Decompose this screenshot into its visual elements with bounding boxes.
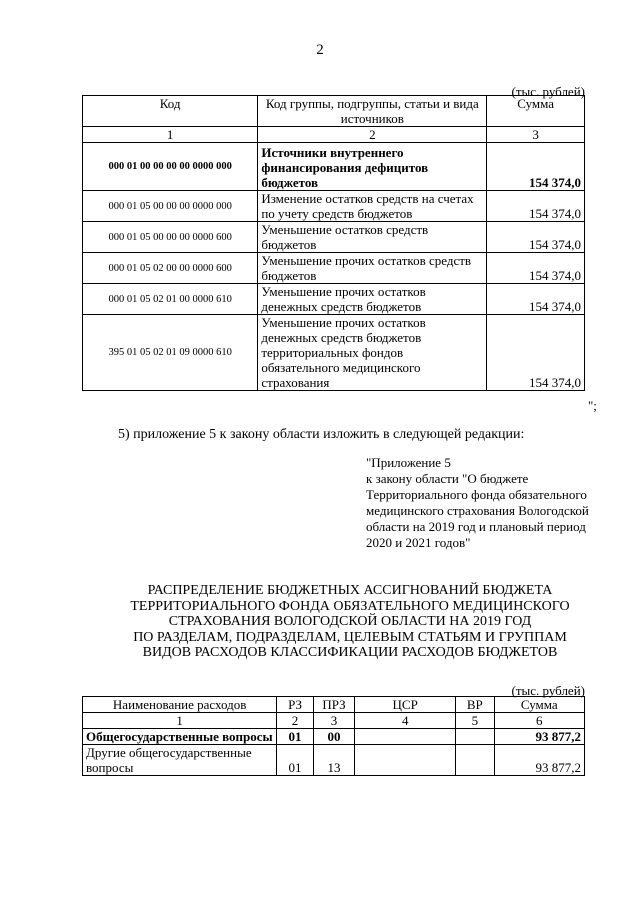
header-prz: ПРЗ [313, 697, 355, 713]
column-number-row [83, 127, 585, 143]
row-prz: 00 [313, 729, 355, 745]
row-name: Изменение остатков средств на счетах по учету средств бюджетов [258, 191, 487, 222]
table-row [83, 284, 585, 315]
table-header-row [83, 697, 585, 713]
col-number: 2 [258, 127, 487, 143]
header-sum: Сумма [494, 697, 584, 713]
table-row [83, 745, 585, 776]
amendment-paragraph: 5) приложение 5 к закону области изложить в следующей редакции: [118, 427, 525, 442]
row-vr [456, 729, 494, 745]
row-code: 000 01 05 00 00 00 0000 600 [83, 222, 258, 253]
expenses-table [82, 696, 585, 776]
row-sum: 154 374,0 [487, 253, 585, 284]
header-sum: Сумма [487, 96, 585, 127]
table-row [83, 222, 585, 253]
row-prz: 13 [313, 745, 355, 776]
header-name: Код группы, подгруппы, статьи и вида источников [258, 96, 487, 127]
row-csr [355, 745, 456, 776]
sources-table [82, 95, 585, 391]
table-row [83, 315, 585, 391]
row-code: 000 01 00 00 00 00 0000 000 [83, 143, 258, 191]
table-row [83, 143, 585, 191]
table-row [83, 729, 585, 745]
header-name: Наименование расходов [83, 697, 277, 713]
row-name: Общегосударственные вопросы [83, 729, 277, 745]
row-code: 000 01 05 02 00 00 0000 600 [83, 253, 258, 284]
row-sum: 154 374,0 [487, 315, 585, 391]
row-name: Другие общегосударственные вопросы [83, 745, 277, 776]
row-vr [456, 745, 494, 776]
header-vr: ВР [456, 697, 494, 713]
row-name: Уменьшение остатков средств бюджетов [258, 222, 487, 253]
row-sum: 154 374,0 [487, 191, 585, 222]
row-sum: 154 374,0 [487, 143, 585, 191]
section-title: РАСПРЕДЕЛЕНИЕ БЮДЖЕТНЫХ АССИГНОВАНИЙ БЮДЖЕТА ТЕРРИТОРИАЛЬНОГО ФОНДА ОБЯЗАТЕЛЬНОГО МЕДИЦИНСКОГО СТРАХОВАНИЯ ВОЛОГОДСКОЙ ОБЛАСТИ НА 2019 ГОД ПО РАЗДЕЛАМ, ПОДРАЗДЕЛАМ, ЦЕЛЕВЫМ СТАТЬЯМ И ГРУППАМ ВИДОВ РАСХОДОВ КЛАССИФИКАЦИИ РАСХОДОВ БЮДЖЕТОВ [130, 583, 570, 660]
row-sum: 93 877,2 [494, 745, 584, 776]
row-rz: 01 [277, 745, 313, 776]
expenses-units-label: (тыс. рублей) [511, 683, 585, 698]
col-number: 1 [83, 713, 277, 729]
row-name: Уменьшение прочих остатков денежных средств бюджетов территориальных фондов обязательного медицинского страхования [258, 315, 487, 391]
row-code: 000 01 05 02 01 00 0000 610 [83, 284, 258, 315]
header-csr: ЦСР [355, 697, 456, 713]
row-code: 395 01 05 02 01 09 0000 610 [83, 315, 258, 391]
col-number: 3 [487, 127, 585, 143]
col-number: 2 [277, 713, 313, 729]
row-sum: 93 877,2 [494, 729, 584, 745]
row-name: Уменьшение прочих остатков денежных средств бюджетов [258, 284, 487, 315]
col-number: 1 [83, 127, 258, 143]
row-name: Уменьшение прочих остатков средств бюджетов [258, 253, 487, 284]
row-name: Источники внутреннего финансирования дефицитов бюджетов [258, 143, 487, 191]
table-row [83, 191, 585, 222]
column-number-row [83, 713, 585, 729]
sources-units-label: (тыс. рублей) [511, 84, 585, 99]
col-number: 4 [355, 713, 456, 729]
table-row [83, 253, 585, 284]
row-sum: 154 374,0 [487, 222, 585, 253]
header-rz: РЗ [277, 697, 313, 713]
page-number: 2 [316, 42, 324, 58]
row-code: 000 01 05 00 00 00 0000 000 [83, 191, 258, 222]
col-number: 5 [456, 713, 494, 729]
row-csr [355, 729, 456, 745]
appendix-note: "Приложение 5 к закону области "О бюджете Территориального фонда обязательного медицинского страхования Вологодской области на 2019 год и плановый период 2020 и 2021 годов" [366, 455, 589, 550]
col-number: 6 [494, 713, 584, 729]
closing-quote-mark: "; [588, 398, 597, 413]
row-sum: 154 374,0 [487, 284, 585, 315]
table-header-row [83, 96, 585, 127]
header-code: Код [83, 96, 258, 127]
row-rz: 01 [277, 729, 313, 745]
col-number: 3 [313, 713, 355, 729]
